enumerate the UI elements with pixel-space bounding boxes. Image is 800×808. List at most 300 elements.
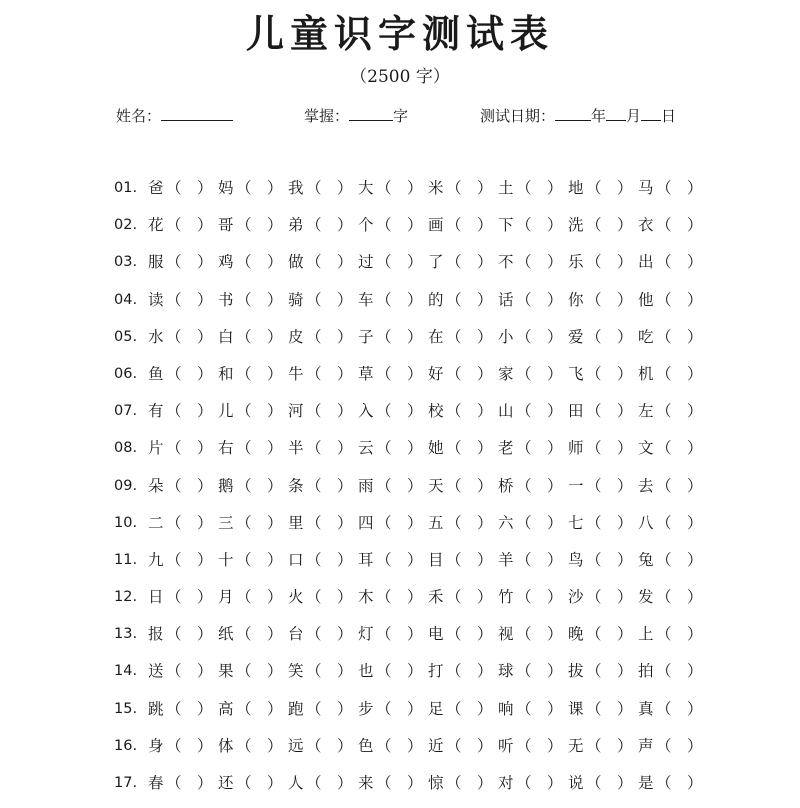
test-character: 沙: [568, 588, 584, 607]
answer-parentheses[interactable]: （ ）: [376, 476, 423, 495]
answer-parentheses[interactable]: （ ）: [306, 550, 353, 569]
answer-parentheses[interactable]: （ ）: [586, 513, 633, 532]
answer-parentheses[interactable]: （ ）: [306, 699, 353, 718]
character-cell: [428, 511, 498, 535]
test-character: 目: [428, 550, 444, 569]
answer-parentheses[interactable]: （ ）: [656, 476, 703, 495]
answer-parentheses[interactable]: （ ）: [656, 699, 703, 718]
answer-parentheses[interactable]: （ ）: [516, 290, 563, 309]
answer-parentheses[interactable]: （ ）: [306, 736, 353, 755]
answer-parentheses[interactable]: （ ）: [656, 439, 703, 458]
table-row: [114, 362, 704, 399]
test-character: 书: [218, 290, 234, 309]
answer-parentheses[interactable]: （ ）: [446, 774, 493, 792]
answer-parentheses[interactable]: （ ）: [586, 253, 633, 272]
table-row: [114, 511, 704, 548]
answer-parentheses[interactable]: （ ）: [376, 290, 423, 309]
character-cell: [568, 288, 638, 312]
answer-parentheses[interactable]: （ ）: [376, 736, 423, 755]
answer-parentheses[interactable]: （ ）: [586, 439, 633, 458]
character-cell: [568, 176, 638, 200]
test-character: 爱: [568, 327, 584, 346]
row-number: 13.: [114, 626, 138, 643]
character-cell: [288, 176, 358, 200]
test-date-field: [480, 104, 676, 128]
character-cell: [428, 585, 498, 609]
answer-parentheses[interactable]: （ ）: [516, 179, 563, 197]
character-cell: [148, 436, 218, 460]
character-cell: [428, 474, 498, 498]
answer-parentheses[interactable]: （ ）: [516, 216, 563, 235]
name-blank[interactable]: [161, 104, 233, 121]
character-cell: [498, 325, 568, 349]
test-character: 响: [498, 699, 514, 718]
answer-parentheses[interactable]: （ ）: [166, 662, 213, 681]
test-character: 云: [358, 439, 374, 458]
test-character: 不: [498, 253, 514, 272]
answer-parentheses[interactable]: （ ）: [166, 513, 213, 532]
character-cell: [638, 399, 708, 423]
answer-parentheses[interactable]: （ ）: [306, 513, 353, 532]
character-cell: [428, 362, 498, 386]
table-row: [114, 734, 704, 771]
test-character: 她: [428, 439, 444, 458]
answer-parentheses[interactable]: （ ）: [306, 253, 353, 272]
test-character: 六: [498, 513, 514, 532]
test-character: 课: [568, 699, 584, 718]
answer-parentheses[interactable]: （ ）: [656, 216, 703, 235]
character-cell: [498, 362, 568, 386]
test-character: 话: [498, 290, 514, 309]
answer-parentheses[interactable]: （ ）: [586, 774, 633, 792]
test-character: 吃: [638, 327, 654, 346]
test-character: 我: [288, 179, 304, 197]
character-cell: [498, 548, 568, 572]
answer-parentheses[interactable]: （ ）: [586, 290, 633, 309]
answer-parentheses[interactable]: （ ）: [306, 179, 353, 197]
answer-parentheses[interactable]: （ ）: [516, 513, 563, 532]
test-character: 和: [218, 364, 234, 383]
test-character: 是: [638, 774, 654, 792]
answer-parentheses[interactable]: （ ）: [236, 588, 283, 607]
answer-parentheses[interactable]: （ ）: [446, 662, 493, 681]
answer-parentheses[interactable]: （ ）: [446, 550, 493, 569]
answer-parentheses[interactable]: （ ）: [586, 476, 633, 495]
character-cell: [428, 288, 498, 312]
answer-parentheses[interactable]: （ ）: [166, 476, 213, 495]
table-row: [114, 325, 704, 362]
test-character: 儿: [218, 402, 234, 421]
test-character: 校: [428, 402, 444, 421]
character-cell: [428, 734, 498, 758]
test-character: 牛: [288, 364, 304, 383]
character-cell: [358, 213, 428, 237]
character-cell: [568, 511, 638, 535]
test-character: 做: [288, 253, 304, 272]
test-character: 对: [498, 774, 514, 792]
character-cell: [288, 548, 358, 572]
answer-parentheses[interactable]: （ ）: [166, 364, 213, 383]
test-character: 纸: [218, 625, 234, 644]
day-blank[interactable]: [641, 104, 661, 121]
answer-parentheses[interactable]: （ ）: [586, 588, 633, 607]
answer-parentheses[interactable]: （ ）: [586, 179, 633, 197]
answer-parentheses[interactable]: （ ）: [166, 402, 213, 421]
answer-parentheses[interactable]: （ ）: [306, 327, 353, 346]
row-number: 06.: [114, 365, 138, 382]
answer-parentheses[interactable]: （ ）: [586, 402, 633, 421]
answer-parentheses[interactable]: （ ）: [446, 588, 493, 607]
answer-parentheses[interactable]: （ ）: [306, 588, 353, 607]
test-character: 的: [428, 290, 444, 309]
character-cell: [428, 548, 498, 572]
test-character: 白: [218, 327, 234, 346]
character-cell: [218, 436, 288, 460]
character-cell: [288, 288, 358, 312]
answer-parentheses[interactable]: （ ）: [376, 699, 423, 718]
test-character: 月: [218, 588, 234, 607]
answer-parentheses[interactable]: （ ）: [446, 513, 493, 532]
character-cell: [638, 288, 708, 312]
test-character: 八: [638, 513, 654, 532]
year-blank[interactable]: [555, 104, 591, 121]
test-character: 在: [428, 327, 444, 346]
answer-parentheses[interactable]: （ ）: [236, 774, 283, 792]
row-number: 08.: [114, 440, 138, 457]
answer-parentheses[interactable]: （ ）: [586, 216, 633, 235]
test-character: 弟: [288, 216, 304, 235]
test-character: 听: [498, 736, 514, 755]
character-cell: [498, 659, 568, 683]
character-cell: [568, 325, 638, 349]
test-character: 十: [218, 550, 234, 569]
test-character: 兔: [638, 550, 654, 569]
test-character: 天: [428, 476, 444, 495]
test-character: 入: [358, 402, 374, 421]
answer-parentheses[interactable]: （ ）: [376, 253, 423, 272]
answer-parentheses[interactable]: （ ）: [306, 439, 353, 458]
answer-parentheses[interactable]: （ ）: [166, 253, 213, 272]
character-cell: [498, 585, 568, 609]
answer-parentheses[interactable]: （ ）: [586, 364, 633, 383]
answer-parentheses[interactable]: （ ）: [166, 550, 213, 569]
answer-parentheses[interactable]: （ ）: [376, 625, 423, 644]
test-character: 禾: [428, 588, 444, 607]
test-character: 鸡: [218, 253, 234, 272]
character-cell: [218, 325, 288, 349]
answer-parentheses[interactable]: （ ）: [236, 290, 283, 309]
test-character: 有: [148, 402, 164, 421]
test-character: 还: [218, 774, 234, 792]
answer-parentheses[interactable]: （ ）: [306, 402, 353, 421]
answer-parentheses[interactable]: （ ）: [586, 550, 633, 569]
character-cell: [218, 585, 288, 609]
character-cell: [148, 697, 218, 721]
answer-parentheses[interactable]: （ ）: [586, 736, 633, 755]
test-character: 竹: [498, 588, 514, 607]
character-cell: [428, 436, 498, 460]
answer-parentheses[interactable]: （ ）: [446, 179, 493, 197]
answer-parentheses[interactable]: （ ）: [516, 476, 563, 495]
test-character: 体: [218, 736, 234, 755]
answer-parentheses[interactable]: （ ）: [516, 364, 563, 383]
answer-parentheses[interactable]: （ ）: [236, 513, 283, 532]
answer-parentheses[interactable]: （ ）: [376, 513, 423, 532]
answer-parentheses[interactable]: （ ）: [516, 402, 563, 421]
character-cell: [428, 325, 498, 349]
answer-parentheses[interactable]: （ ）: [166, 774, 213, 792]
answer-parentheses[interactable]: （ ）: [236, 216, 283, 235]
test-character: 河: [288, 402, 304, 421]
character-cell: [148, 399, 218, 423]
character-cell: [428, 250, 498, 274]
answer-parentheses[interactable]: （ ）: [656, 364, 703, 383]
character-cell: [428, 399, 498, 423]
answer-parentheses[interactable]: （ ）: [656, 662, 703, 681]
month-blank[interactable]: [606, 104, 626, 121]
answer-parentheses[interactable]: （ ）: [306, 774, 353, 792]
character-cell: [218, 771, 288, 795]
table-row: [114, 622, 704, 659]
answer-parentheses[interactable]: （ ）: [516, 588, 563, 607]
answer-parentheses[interactable]: （ ）: [166, 699, 213, 718]
test-character: 球: [498, 662, 514, 681]
test-character: 乐: [568, 253, 584, 272]
answer-parentheses[interactable]: （ ）: [236, 550, 283, 569]
answer-parentheses[interactable]: （ ）: [656, 179, 703, 197]
test-character: 爸: [148, 179, 164, 197]
answer-parentheses[interactable]: （ ）: [306, 625, 353, 644]
answer-parentheses[interactable]: （ ）: [236, 402, 283, 421]
answer-parentheses[interactable]: （ ）: [236, 476, 283, 495]
character-cell: [498, 399, 568, 423]
answer-parentheses[interactable]: （ ）: [446, 364, 493, 383]
character-cell: [358, 176, 428, 200]
answer-parentheses[interactable]: （ ）: [656, 588, 703, 607]
answer-parentheses[interactable]: （ ）: [516, 439, 563, 458]
character-cell: [358, 399, 428, 423]
answer-parentheses[interactable]: （ ）: [166, 290, 213, 309]
answer-parentheses[interactable]: （ ）: [166, 625, 213, 644]
character-cell: [218, 659, 288, 683]
answer-parentheses[interactable]: （ ）: [306, 290, 353, 309]
test-character: 来: [358, 774, 374, 792]
answer-parentheses[interactable]: （ ）: [376, 774, 423, 792]
answer-parentheses[interactable]: （ ）: [376, 402, 423, 421]
test-character: 打: [428, 662, 444, 681]
answer-parentheses[interactable]: （ ）: [376, 588, 423, 607]
answer-parentheses[interactable]: （ ）: [446, 253, 493, 272]
character-cell: [498, 176, 568, 200]
answer-parentheses[interactable]: （ ）: [376, 364, 423, 383]
test-character: 春: [148, 774, 164, 792]
answer-parentheses[interactable]: （ ）: [376, 179, 423, 197]
test-character: 灯: [358, 625, 374, 644]
row-number: 14.: [114, 663, 138, 680]
answer-parentheses[interactable]: （ ）: [516, 774, 563, 792]
character-cell: [568, 697, 638, 721]
answer-parentheses[interactable]: （ ）: [446, 439, 493, 458]
answer-parentheses[interactable]: （ ）: [376, 550, 423, 569]
character-cell: [568, 250, 638, 274]
answer-parentheses[interactable]: （ ）: [586, 662, 633, 681]
answer-parentheses[interactable]: （ ）: [586, 625, 633, 644]
character-cell: [288, 585, 358, 609]
answer-parentheses[interactable]: （ ）: [516, 699, 563, 718]
character-cell: [358, 511, 428, 535]
row-number: 03.: [114, 254, 138, 271]
test-character: 无: [568, 736, 584, 755]
answer-parentheses[interactable]: （ ）: [236, 253, 283, 272]
answer-parentheses[interactable]: （ ）: [446, 402, 493, 421]
character-cell: [638, 697, 708, 721]
table-row: [114, 585, 704, 622]
answer-parentheses[interactable]: （ ）: [236, 364, 283, 383]
answer-parentheses[interactable]: （ ）: [166, 179, 213, 197]
answer-parentheses[interactable]: （ ）: [656, 327, 703, 346]
test-character: 子: [358, 327, 374, 346]
character-cell: [498, 511, 568, 535]
row-number: 10.: [114, 514, 138, 531]
answer-parentheses[interactable]: （ ）: [656, 774, 703, 792]
character-cell: [498, 697, 568, 721]
test-character: 里: [288, 513, 304, 532]
answer-parentheses[interactable]: （ ）: [446, 216, 493, 235]
test-character: 上: [638, 625, 654, 644]
character-cell: [218, 474, 288, 498]
answer-parentheses[interactable]: （ ）: [306, 662, 353, 681]
character-cell: [638, 622, 708, 646]
character-cell: [498, 734, 568, 758]
character-cell: [498, 213, 568, 237]
answer-parentheses[interactable]: （ ）: [236, 625, 283, 644]
test-character: 过: [358, 253, 374, 272]
character-cell: [148, 288, 218, 312]
test-character: 九: [148, 550, 164, 569]
answer-parentheses[interactable]: （ ）: [656, 253, 703, 272]
answer-parentheses[interactable]: （ ）: [516, 662, 563, 681]
answer-parentheses[interactable]: （ ）: [516, 625, 563, 644]
test-character: 拍: [638, 662, 654, 681]
character-cell: [288, 771, 358, 795]
answer-parentheses[interactable]: （ ）: [656, 402, 703, 421]
answer-parentheses[interactable]: （ ）: [236, 662, 283, 681]
answer-parentheses[interactable]: （ ）: [306, 364, 353, 383]
character-cell: [638, 659, 708, 683]
answer-parentheses[interactable]: （ ）: [166, 588, 213, 607]
answer-parentheses[interactable]: （ ）: [586, 699, 633, 718]
answer-parentheses[interactable]: （ ）: [306, 476, 353, 495]
character-cell: [428, 622, 498, 646]
answer-parentheses[interactable]: （ ）: [236, 699, 283, 718]
character-cell: [148, 734, 218, 758]
test-character: 色: [358, 736, 374, 755]
answer-parentheses[interactable]: （ ）: [656, 550, 703, 569]
name-field: [116, 104, 233, 128]
character-cell: [148, 511, 218, 535]
answer-parentheses[interactable]: （ ）: [166, 736, 213, 755]
answer-parentheses[interactable]: （ ）: [306, 216, 353, 235]
answer-parentheses[interactable]: （ ）: [446, 625, 493, 644]
test-character: 飞: [568, 364, 584, 383]
test-character: 条: [288, 476, 304, 495]
answer-parentheses[interactable]: （ ）: [446, 699, 493, 718]
answer-parentheses[interactable]: （ ）: [656, 736, 703, 755]
answer-parentheses[interactable]: （ ）: [236, 327, 283, 346]
mastery-unit: 字: [393, 107, 409, 125]
answer-parentheses[interactable]: （ ）: [376, 439, 423, 458]
test-character: 文: [638, 439, 654, 458]
answer-parentheses[interactable]: （ ）: [166, 327, 213, 346]
answer-parentheses[interactable]: （ ）: [446, 327, 493, 346]
answer-parentheses[interactable]: （ ）: [446, 290, 493, 309]
answer-parentheses[interactable]: （ ）: [516, 736, 563, 755]
test-character: 桥: [498, 476, 514, 495]
test-character: 他: [638, 290, 654, 309]
answer-parentheses[interactable]: （ ）: [446, 736, 493, 755]
answer-parentheses[interactable]: （ ）: [236, 439, 283, 458]
answer-parentheses[interactable]: （ ）: [236, 179, 283, 197]
test-character: 耳: [358, 550, 374, 569]
answer-parentheses[interactable]: （ ）: [656, 290, 703, 309]
test-character: 果: [218, 662, 234, 681]
character-cell: [638, 325, 708, 349]
test-character: 送: [148, 662, 164, 681]
answer-parentheses[interactable]: （ ）: [166, 439, 213, 458]
answer-parentheses[interactable]: （ ）: [446, 476, 493, 495]
page-subtitle: （2500 字）: [350, 67, 450, 87]
character-cell: [638, 176, 708, 200]
character-cell: [288, 622, 358, 646]
answer-parentheses[interactable]: （ ）: [586, 327, 633, 346]
test-character: 片: [148, 439, 164, 458]
mastery-blank[interactable]: [349, 104, 393, 121]
answer-parentheses[interactable]: （ ）: [166, 216, 213, 235]
answer-parentheses[interactable]: （ ）: [516, 327, 563, 346]
character-cell: [498, 474, 568, 498]
character-cell: [218, 399, 288, 423]
answer-parentheses[interactable]: （ ）: [656, 625, 703, 644]
answer-parentheses[interactable]: （ ）: [376, 662, 423, 681]
character-cell: [638, 250, 708, 274]
character-cell: [498, 288, 568, 312]
character-cell: [358, 436, 428, 460]
test-character: 报: [148, 625, 164, 644]
answer-parentheses[interactable]: （ ）: [376, 327, 423, 346]
answer-parentheses[interactable]: （ ）: [516, 253, 563, 272]
character-cell: [358, 362, 428, 386]
character-cell: [288, 474, 358, 498]
test-character: 真: [638, 699, 654, 718]
character-cell: [428, 659, 498, 683]
answer-parentheses[interactable]: （ ）: [656, 513, 703, 532]
test-character: 小: [498, 327, 514, 346]
row-number: 17.: [114, 775, 138, 791]
test-character: 三: [218, 513, 234, 532]
test-character: 七: [568, 513, 584, 532]
answer-parentheses[interactable]: （ ）: [236, 736, 283, 755]
test-character: 四: [358, 513, 374, 532]
character-cell: [218, 548, 288, 572]
answer-parentheses[interactable]: （ ）: [516, 550, 563, 569]
row-number: 11.: [114, 551, 138, 568]
answer-parentheses[interactable]: （ ）: [376, 216, 423, 235]
test-character: 你: [568, 290, 584, 309]
test-character: 跑: [288, 699, 304, 718]
character-cell: [638, 511, 708, 535]
character-cell: [288, 659, 358, 683]
test-character: 高: [218, 699, 234, 718]
